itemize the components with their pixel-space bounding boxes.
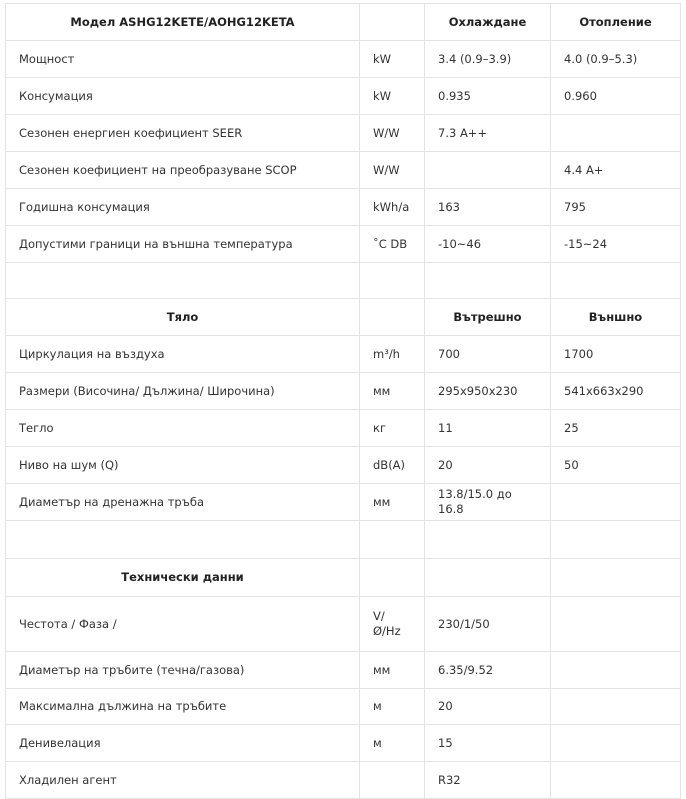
value-cell: 3.4 (0.9–3.9): [425, 41, 551, 78]
param-label: Максимална дължина на тръбите: [6, 689, 360, 725]
param-label: Хладилен агент: [6, 762, 360, 799]
value-cell: -10~46: [425, 226, 551, 263]
unit-cell: kW: [360, 78, 425, 115]
section-header-row: [6, 299, 681, 336]
unit-cell: V/ Ø/Hz: [360, 597, 425, 652]
table-row: [6, 652, 681, 689]
table-row: [6, 226, 681, 263]
spacer-row: [6, 521, 681, 559]
table-row: [6, 410, 681, 447]
param-label: Диаметър на дренажна тръба: [6, 484, 360, 521]
cooling-header: Охлаждане: [425, 4, 551, 41]
table-row: [6, 78, 681, 115]
param-label: Честота / Фаза /: [6, 597, 360, 652]
value-cell: [551, 762, 681, 799]
unit-cell: kWh/a: [360, 189, 425, 226]
value-cell: 50: [551, 447, 681, 484]
value-cell: 25: [551, 410, 681, 447]
param-label: Сезонен енергиен коефициент SEER: [6, 115, 360, 152]
section-header-row: [6, 559, 681, 597]
unit-cell: [360, 762, 425, 799]
body-header: Тяло: [6, 299, 360, 336]
value-cell: [425, 152, 551, 189]
param-label: Мощност: [6, 41, 360, 78]
unit-cell: W/W: [360, 152, 425, 189]
table-row: [6, 115, 681, 152]
unit-cell: W/W: [360, 115, 425, 152]
unit-header: [360, 299, 425, 336]
unit-cell: мм: [360, 373, 425, 410]
table-row: [6, 189, 681, 226]
unit-cell: мм: [360, 652, 425, 689]
unit-cell: m³/h: [360, 336, 425, 373]
outdoor-header: Външно: [551, 299, 681, 336]
indoor-header: Вътрешно: [425, 299, 551, 336]
unit-cell: м: [360, 725, 425, 762]
table-row: [6, 373, 681, 410]
unit-header: [360, 559, 425, 597]
table-row: [6, 725, 681, 762]
param-label: Годишна консумация: [6, 189, 360, 226]
table-row: [6, 597, 681, 652]
unit-cell: ˚C DB: [360, 226, 425, 263]
value-cell: [551, 484, 681, 521]
value-cell: 20: [425, 447, 551, 484]
value-cell: 700: [425, 336, 551, 373]
value-cell: 0.960: [551, 78, 681, 115]
param-label: Консумация: [6, 78, 360, 115]
value-cell: 7.3 A++: [425, 115, 551, 152]
spacer-row: [6, 263, 681, 299]
param-label: Ниво на шум (Q): [6, 447, 360, 484]
value-cell: 795: [551, 189, 681, 226]
value-cell: [551, 597, 681, 652]
value-cell: 6.35/9.52: [425, 652, 551, 689]
value-cell: R32: [425, 762, 551, 799]
unit-cell: м: [360, 689, 425, 725]
value-cell: -15~24: [551, 226, 681, 263]
value-cell: 1700: [551, 336, 681, 373]
table-row: [6, 336, 681, 373]
unit-cell: kW: [360, 41, 425, 78]
param-label: Денивелация: [6, 725, 360, 762]
model-header: Модел ASHG12KETE/AOHG12KETA: [6, 4, 360, 41]
table-row: [6, 484, 681, 521]
table-row: [6, 152, 681, 189]
technical-data-header: Технически данни: [6, 559, 360, 597]
value-cell: 230/1/50: [425, 597, 551, 652]
value-cell: 4.0 (0.9–5.3): [551, 41, 681, 78]
value-header: [425, 559, 551, 597]
value-cell: [551, 652, 681, 689]
unit-cell: мм: [360, 484, 425, 521]
unit-cell: кг: [360, 410, 425, 447]
value-cell: 13.8/15.0 до 16.8: [425, 484, 551, 521]
value-cell: [551, 115, 681, 152]
param-label: Тегло: [6, 410, 360, 447]
value-cell: [551, 725, 681, 762]
value-cell: 4.4 A+: [551, 152, 681, 189]
table-row: [6, 41, 681, 78]
heating-header: Отопление: [551, 4, 681, 41]
param-label: Диаметър на тръбите (течна/газова): [6, 652, 360, 689]
param-label: Циркулация на въздуха: [6, 336, 360, 373]
section-header-row: [6, 4, 681, 41]
unit-header: [360, 4, 425, 41]
value-cell: 295x950x230: [425, 373, 551, 410]
unit-cell: dB(A): [360, 447, 425, 484]
value-cell: [551, 689, 681, 725]
value-header: [551, 559, 681, 597]
param-label: Размери (Височина/ Дължина/ Широчина): [6, 373, 360, 410]
value-cell: 163: [425, 189, 551, 226]
value-cell: 11: [425, 410, 551, 447]
param-label: Допустими граници на външна температура: [6, 226, 360, 263]
table-row: [6, 689, 681, 725]
specifications-table: [5, 3, 681, 799]
value-cell: 541x663x290: [551, 373, 681, 410]
value-cell: 15: [425, 725, 551, 762]
value-cell: 20: [425, 689, 551, 725]
table-row: [6, 762, 681, 799]
table-row: [6, 447, 681, 484]
param-label: Сезонен коефициент на преобразуване SCOP: [6, 152, 360, 189]
value-cell: 0.935: [425, 78, 551, 115]
